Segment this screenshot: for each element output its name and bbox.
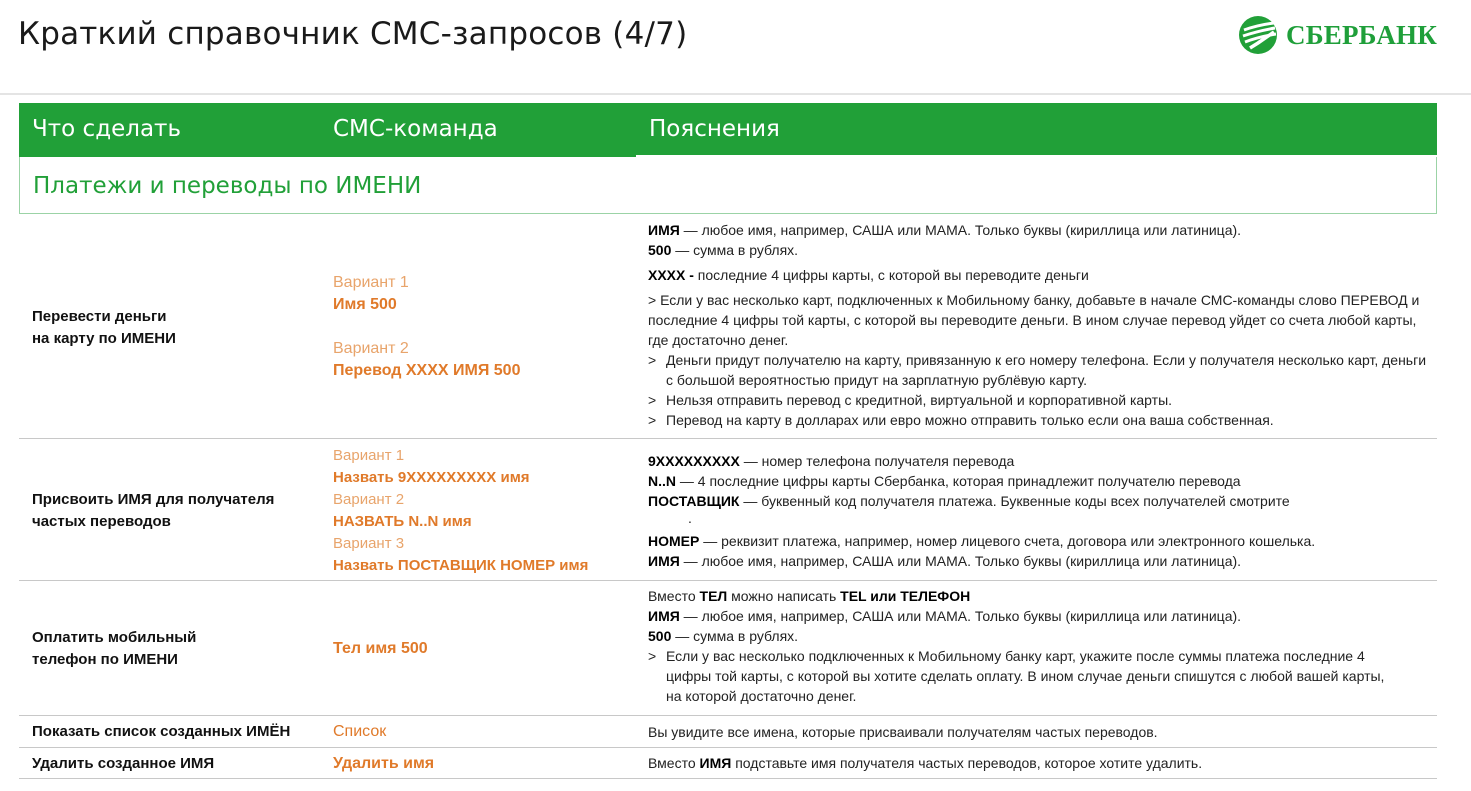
- row-1-variant-2-label: Вариант 2: [333, 340, 409, 357]
- row-2-note-dot: .: [688, 510, 692, 526]
- row-1-note-text: — любое имя, например, САША или МАМА. Только буквы (кириллица или латиница).: [679, 222, 1242, 238]
- row-5-note-text: Вместо: [648, 755, 700, 771]
- row-1-note-text: — сумма в рублях.: [671, 242, 799, 258]
- row-1-note-term: ИМЯ: [648, 222, 680, 238]
- row-1-note-bullet: > Деньги придут получателю на карту, привязанную к его номеру телефона. Если у получателя несколько карт, деньги с большой вероятностью придут на зарплатную рублёвую карту.: [648, 350, 1428, 390]
- row-3-note-text: Вместо: [648, 588, 700, 604]
- row-3-note-text: можно написать: [727, 588, 841, 604]
- row-2-note-term: ПОСТАВЩИК: [648, 493, 740, 509]
- row-1-note-paragraph: > Если у вас несколько карт, подключенных к Мобильному банку, добавьте в начале СМС-команды слово ПЕРЕВОД и последние 4 цифры той карты, с которой вы переводите деньги. В ином случае перевод уйдет со счета любой карты, где достаточно денег.: [648, 292, 1420, 348]
- row-3-note-term: 500: [648, 628, 672, 644]
- row-divider: [19, 778, 1437, 779]
- row-5-note-term: ИМЯ: [699, 755, 732, 771]
- row-3-note-text: — сумма в рублях.: [671, 628, 799, 644]
- row-1-variant-1-command: Имя 500: [333, 296, 397, 313]
- row-2-variant-1-label: Вариант 1: [333, 447, 405, 464]
- row-1-action-line-2: на карту по ИМЕНИ: [32, 330, 176, 347]
- row-4-notes: Вы увидите все имена, которые присваивали получателям частых переводов.: [648, 724, 1158, 740]
- row-1-variant-2-command: Перевод XXXX ИМЯ 500: [333, 362, 521, 379]
- row-1-notes: [648, 220, 1428, 430]
- row-4-action: Показать список созданных ИМЁН: [32, 723, 291, 740]
- row-2-action: [32, 489, 274, 533]
- row-1-variant-1-label: Вариант 1: [333, 274, 409, 291]
- title-divider: [0, 93, 1471, 95]
- row-1-note-bullet: > Нельзя отправить перевод с кредитной, виртуальной и корпоративной карты.: [648, 390, 1428, 410]
- logo-text: СБЕРБАНК: [1286, 19, 1438, 50]
- row-3-action: [32, 627, 196, 671]
- row-2-note-term: 9XXXXXXXXX: [648, 453, 740, 469]
- row-3-command: [333, 638, 428, 660]
- row-2-note-term: НОМЕР: [648, 533, 700, 549]
- row-2-action-line-1: Присвоить ИМЯ для получателя: [32, 491, 275, 508]
- table-header: [19, 103, 1437, 157]
- row-5-note-text: подставьте имя получателя частых переводов, которое хотите удалить.: [731, 755, 1203, 771]
- row-2-action-line-2: частых переводов: [32, 513, 171, 530]
- row-2-note-text: — номер телефона получателя перевода: [739, 453, 1015, 469]
- row-3-action-line-1: Оплатить мобильный: [32, 629, 197, 646]
- row-5-command-text: Удалить имя: [333, 755, 435, 772]
- row-2-variant-1-command: Назвать 9XXXXXXXXX имя: [333, 469, 530, 486]
- row-divider: [19, 580, 1437, 581]
- row-divider: [19, 438, 1437, 439]
- page-title: Краткий справочник СМС-запросов (4/7): [18, 16, 688, 52]
- header-what: Что сделать: [32, 116, 181, 142]
- row-1-note-term: 500: [648, 242, 672, 258]
- header-command: СМС-команда: [333, 116, 498, 142]
- row-1-action: [32, 306, 176, 350]
- row-1-note-text: последние 4 цифры карты, с которой вы переводите деньги: [693, 267, 1089, 283]
- row-2-note-text: — реквизит платежа, например, номер лицевого счета, договора или электронного кошелька.: [699, 533, 1316, 549]
- row-3-notes: [648, 586, 1428, 706]
- row-3-note-term: ИМЯ: [648, 608, 680, 624]
- row-3-command-text: Тел имя 500: [333, 640, 428, 657]
- row-2-variant-2-command: НАЗВАТЬ N..N имя: [333, 513, 472, 530]
- row-2-note-term: N..N: [648, 473, 676, 489]
- row-2-note-text: — 4 последние цифры карты Сбербанка, которая принадлежит получателю перевода: [676, 473, 1241, 489]
- row-3-note-bullet: > Если у вас несколько подключенных к Мобильному банку карт, укажите после суммы платежа последние 4 цифры той карты, с которой вы хотите сделать оплату. В ином случае деньги спишутся с любой вашей карты, на которой достаточно денег.: [648, 646, 1388, 706]
- sberbank-logo: [1238, 15, 1437, 55]
- row-2-notes: [648, 451, 1428, 571]
- row-divider: [19, 715, 1437, 716]
- row-4-command: [333, 721, 386, 743]
- section-title: Платежи и переводы по ИМЕНИ: [33, 173, 422, 199]
- row-2-note-term: ИМЯ: [648, 553, 680, 569]
- row-1-command: [333, 272, 520, 382]
- row-2-variant-3-command: Назвать ПОСТАВЩИК НОМЕР имя: [333, 557, 589, 574]
- sberbank-logo-icon: [1238, 15, 1278, 55]
- row-3-note-text: — любое имя, например, САША или МАМА. Только буквы (кириллица или латиница).: [679, 608, 1242, 624]
- row-4-command-text: Список: [333, 723, 387, 740]
- row-1-note-bullet: > Перевод на карту в долларах или евро можно отправить только если она ваша собственная.: [648, 410, 1428, 430]
- row-2-note-text: — буквенный код получателя платежа. Буквенные коды всех получателей смотрите: [739, 493, 1290, 509]
- header-notes: Пояснения: [649, 116, 780, 142]
- section-header: [19, 157, 1437, 214]
- row-3-action-line-2: телефон по ИМЕНИ: [32, 651, 178, 668]
- row-2-command: [333, 445, 588, 577]
- row-1-note-term: XXXX -: [648, 267, 694, 283]
- row-3-note-term: TEL или ТЕЛЕФОН: [840, 588, 971, 604]
- row-5-command: [333, 753, 434, 775]
- row-5-notes: [648, 753, 1428, 773]
- row-1-action-line-1: Перевести деньги: [32, 308, 167, 325]
- row-2-note-text: — любое имя, например, САША или МАМА. Только буквы (кириллица или латиница).: [679, 553, 1242, 569]
- row-divider: [19, 747, 1437, 748]
- row-3-note-term: ТЕЛ: [699, 588, 728, 604]
- row-2-variant-2-label: Вариант 2: [333, 491, 405, 508]
- row-2-variant-3-label: Вариант 3: [333, 535, 405, 552]
- row-5-action: Удалить созданное ИМЯ: [32, 755, 215, 772]
